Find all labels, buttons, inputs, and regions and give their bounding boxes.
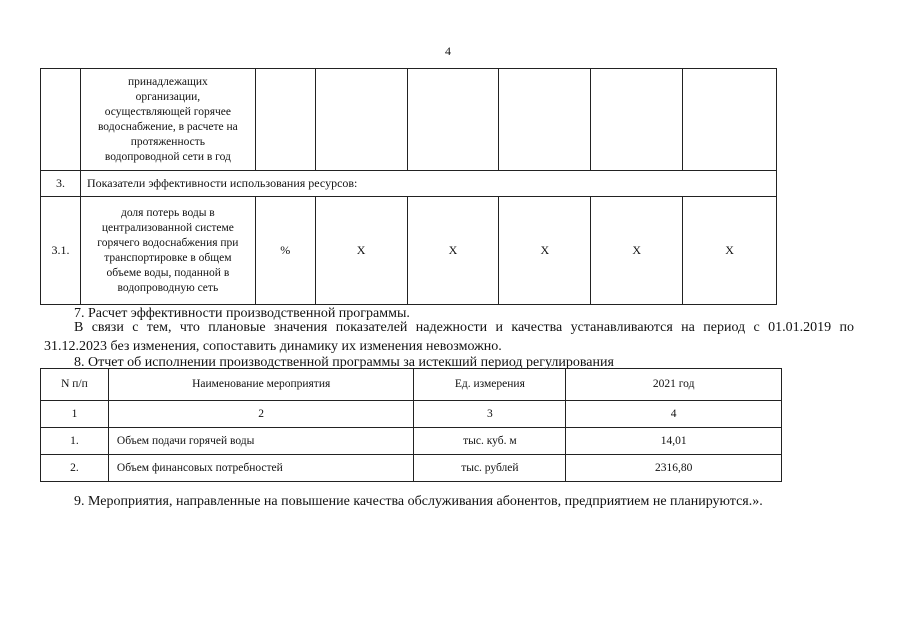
value-cell: 14,01 <box>566 428 782 455</box>
numbering-cell: 3 <box>414 401 566 428</box>
table-row <box>41 197 777 305</box>
section7-paragraph-line1: В связи с тем, что плановые значения показателей надежности и качества устанавливаются на период с 01.01.2019 по <box>74 320 854 335</box>
description-line: организации, <box>135 90 201 103</box>
value-cell <box>591 69 683 171</box>
value-cell <box>683 69 777 171</box>
row-number-cell: 3.1. <box>41 197 81 305</box>
description-line: централизованной системе <box>101 221 234 234</box>
value-cell <box>315 69 407 171</box>
numbering-cell: 2 <box>108 401 414 428</box>
value-cell <box>407 69 499 171</box>
description-line: принадлежащих <box>127 75 208 88</box>
indicator-description-cell <box>80 197 255 305</box>
report-table <box>40 368 782 482</box>
section7-paragraph-line2: 31.12.2023 без изменения, сопоставить динамику их изменения невозможно. <box>44 339 502 354</box>
value-cell: Х <box>407 197 499 305</box>
indicators-table <box>40 68 777 305</box>
value-cell: Х <box>315 197 407 305</box>
value-cell: Х <box>683 197 777 305</box>
numbering-cell: 4 <box>566 401 782 428</box>
description-line: водопроводной сети в год <box>104 150 231 163</box>
table-row <box>41 455 782 482</box>
measure-name-cell: Объем финансовых потребностей <box>108 455 414 482</box>
section8-heading: 8. Отчет об исполнении производственной программы за истекший период регулирования <box>74 355 614 370</box>
description-line: водоснабжение, в расчете на <box>97 120 238 133</box>
row-number-cell: 2. <box>41 455 109 482</box>
unit-cell: тыс. рублей <box>414 455 566 482</box>
unit-cell <box>255 69 315 171</box>
description-line: горячего водоснабжения при <box>97 236 239 249</box>
row-number-cell: 1. <box>41 428 109 455</box>
description-line: транспортировке в общем <box>104 251 232 264</box>
description-line: протяженность <box>130 135 206 148</box>
table-row <box>41 428 782 455</box>
unit-cell: % <box>255 197 315 305</box>
description-line: объеме воды, поданной в <box>106 266 230 279</box>
table-row-section <box>41 171 777 197</box>
description-line: доля потерь воды в <box>120 206 215 219</box>
table-row <box>41 69 777 171</box>
numbering-cell: 1 <box>41 401 109 428</box>
page-number: 4 <box>445 44 451 58</box>
description-line: водопроводную сеть <box>117 281 219 294</box>
header-cell-name: Наименование мероприятия <box>108 369 414 401</box>
header-cell-number: N п/п <box>41 369 109 401</box>
header-cell-year: 2021 год <box>566 369 782 401</box>
value-cell: Х <box>499 197 591 305</box>
header-cell-unit: Ед. измерения <box>414 369 566 401</box>
description-line: осуществляющей горячее <box>104 105 231 118</box>
table-numbering-row <box>41 401 782 428</box>
section-title-cell: Показатели эффективности использования ресурсов: <box>80 171 776 197</box>
unit-cell: тыс. куб. м <box>414 428 566 455</box>
row-number-cell <box>41 69 81 171</box>
indicator-description-cell <box>80 69 255 171</box>
section7-heading: 7. Расчет эффективности производственной программы. <box>74 306 410 321</box>
section9-text: 9. Мероприятия, направленные на повышение качества обслуживания абонентов, предприятием не планируются.». <box>74 494 763 509</box>
measure-name-cell: Объем подачи горячей воды <box>108 428 414 455</box>
table-header-row <box>41 369 782 401</box>
value-cell: 2316,80 <box>566 455 782 482</box>
row-number-cell: 3. <box>41 171 81 197</box>
value-cell: Х <box>591 197 683 305</box>
value-cell <box>499 69 591 171</box>
